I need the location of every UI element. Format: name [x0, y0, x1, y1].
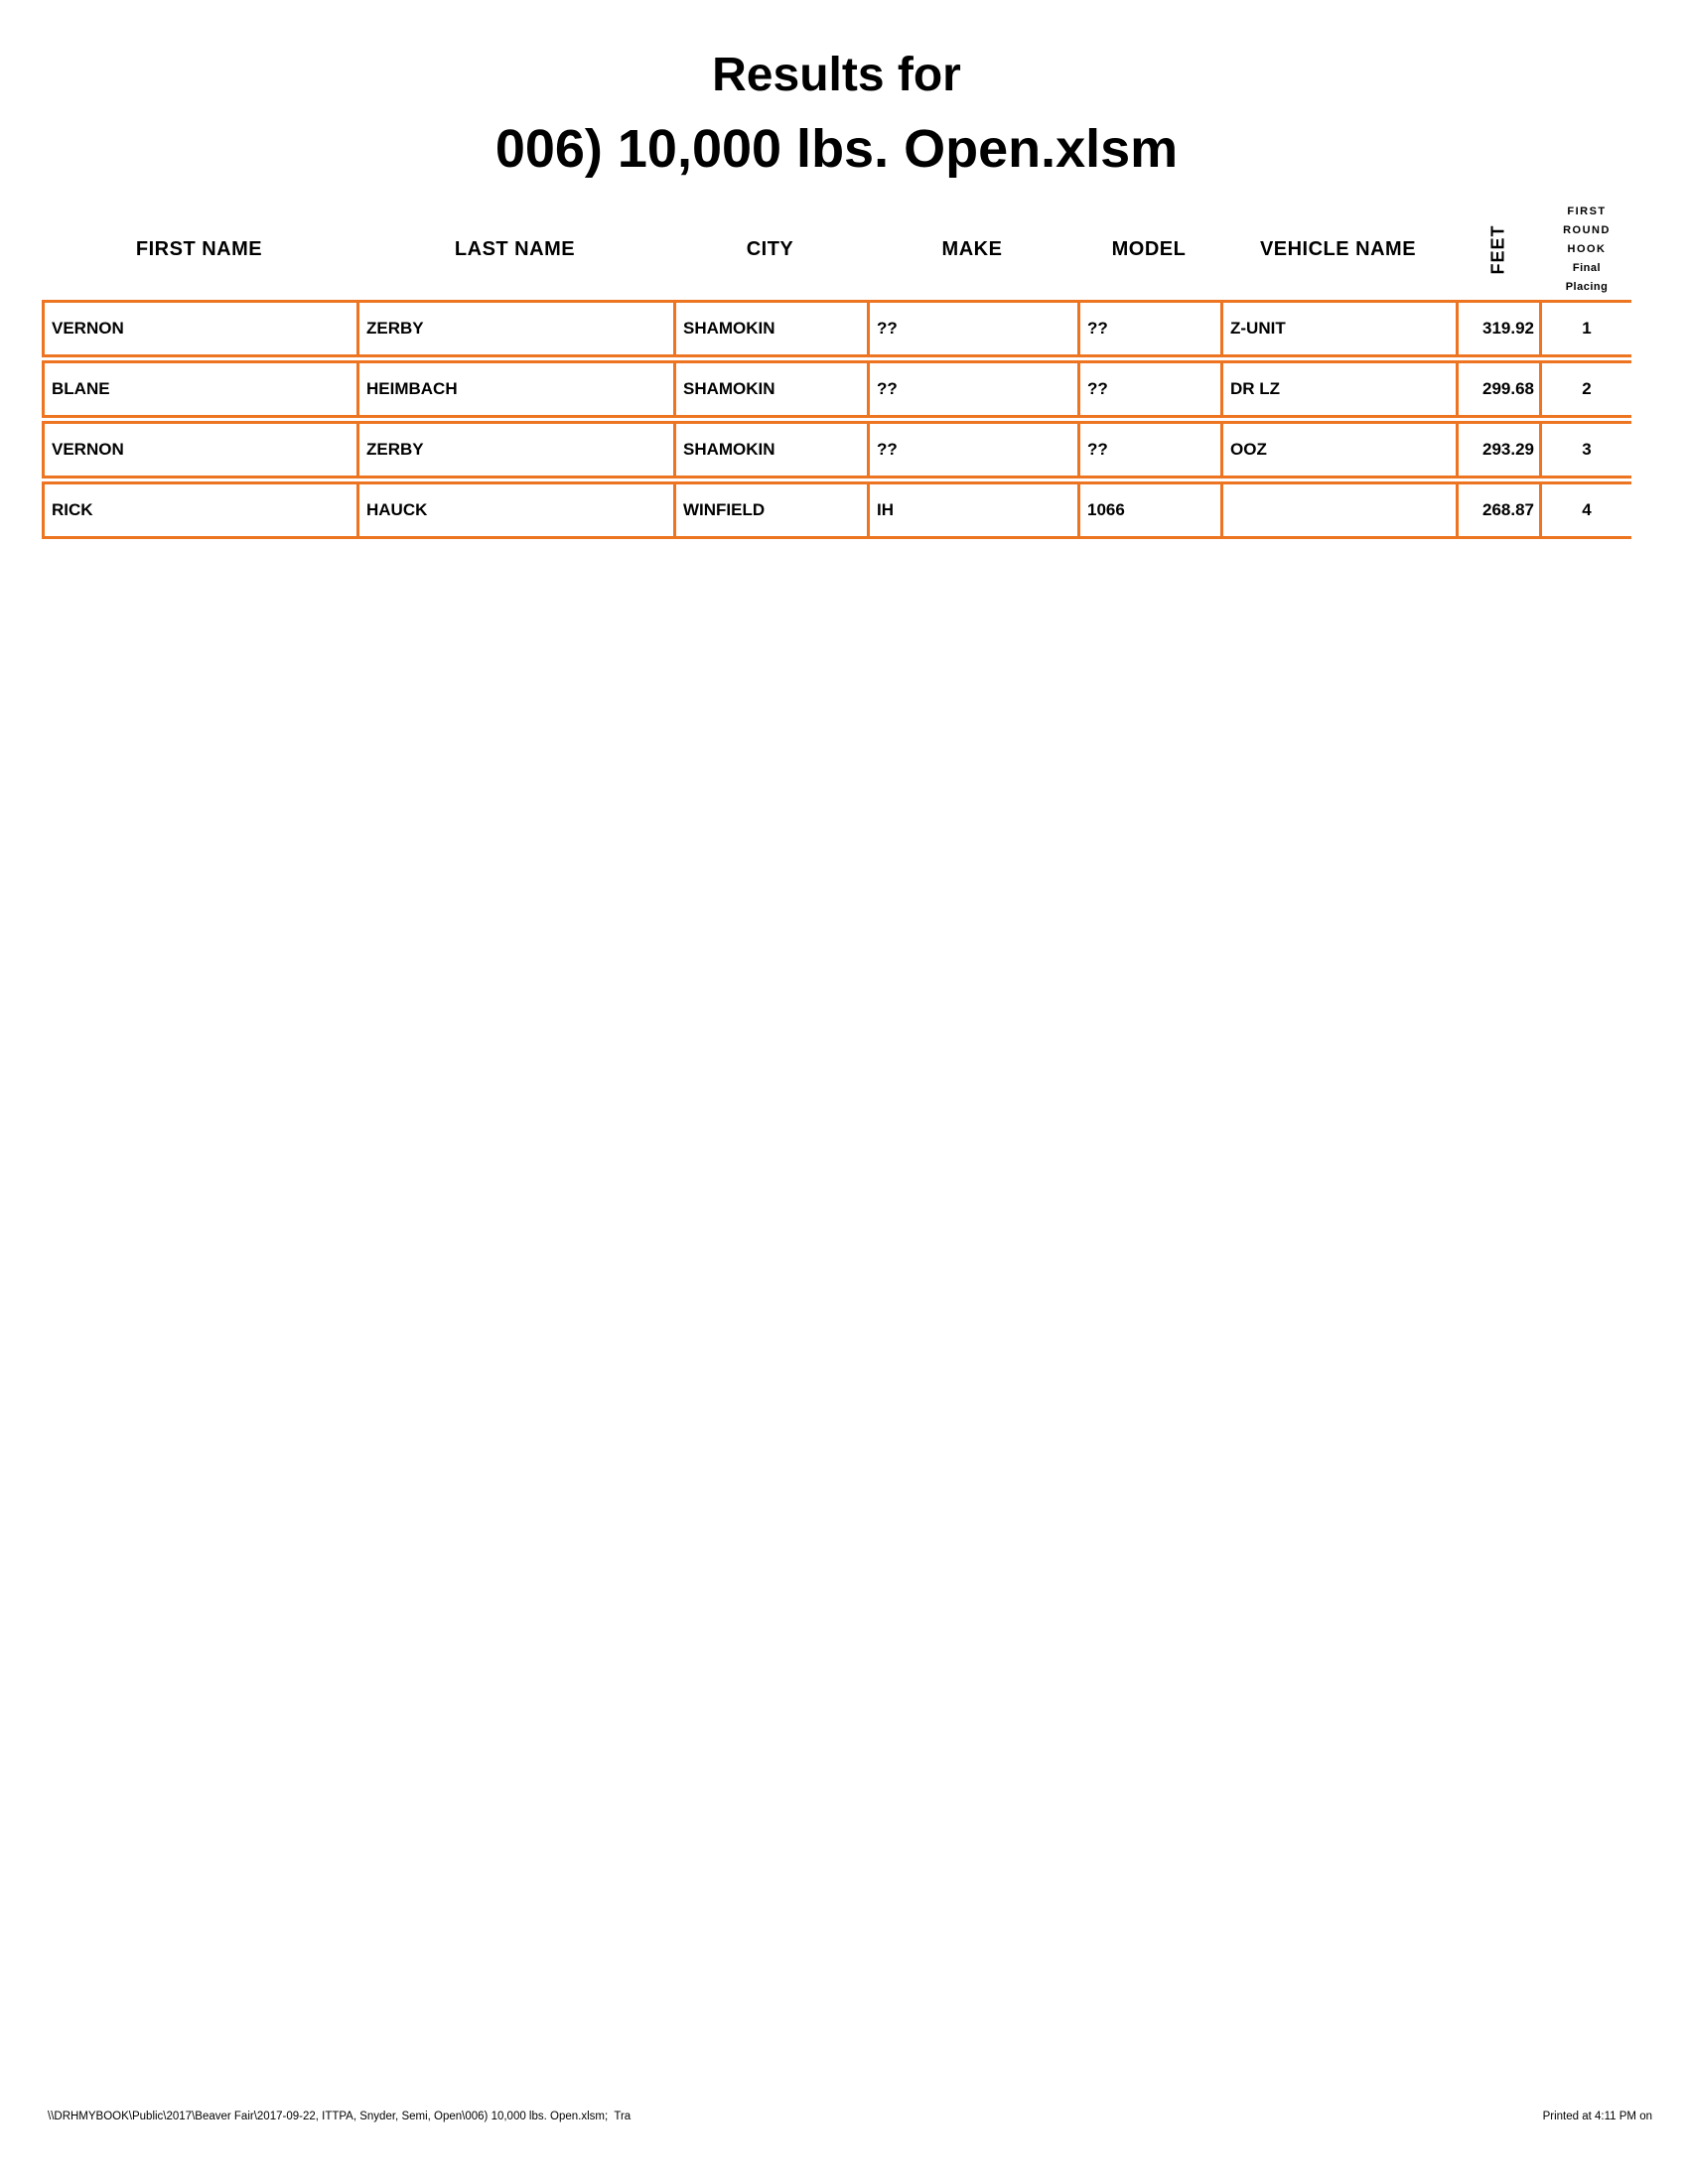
table-row	[42, 481, 1631, 539]
cell-final-placing: 1	[1542, 300, 1631, 357]
table-row-main	[42, 421, 1542, 478]
placing-header-line-final: Final	[1572, 262, 1602, 274]
column-header-model: MODEL	[1111, 237, 1187, 260]
column-header-make: MAKE	[941, 237, 1003, 260]
cell-model: ??	[1077, 363, 1220, 415]
footer-printed-timestamp: Printed at 4:11 PM on	[1542, 2111, 1652, 2122]
cell-city: SHAMOKIN	[673, 303, 867, 354]
column-header-first-name: FIRST NAME	[135, 237, 263, 260]
table-row	[42, 300, 1631, 357]
cell-city: SHAMOKIN	[673, 363, 867, 415]
results-table	[42, 300, 1631, 542]
cell-feet: 319.92	[1456, 303, 1539, 354]
column-header-city: CITY	[746, 237, 794, 260]
cell-model: 1066	[1077, 484, 1220, 536]
cell-final-placing: 3	[1542, 421, 1631, 478]
placing-header-line-round: ROUND	[1563, 224, 1611, 236]
table-row	[42, 421, 1631, 478]
column-header-final-placing	[1542, 199, 1631, 300]
footer-file-path: \\DRHMYBOOK\Public\2017\Beaver Fair\2017-09-22, ITTPA, Snyder, Semi, Open\006) 10,000 lbs. Open.xlsm; Tra	[48, 2111, 632, 2122]
report-title	[42, 48, 1631, 180]
cell-feet: 268.87	[1456, 484, 1539, 536]
placing-header-line-placing: Placing	[1565, 281, 1609, 293]
cell-city: WINFIELD	[673, 484, 867, 536]
table-row-main	[42, 360, 1542, 418]
table-row	[42, 360, 1631, 418]
column-header-feet-rotated-label: FEET	[1487, 223, 1508, 275]
cell-feet: 299.68	[1456, 363, 1539, 415]
cell-city: SHAMOKIN	[673, 424, 867, 476]
cell-make: ??	[867, 424, 1077, 476]
table-header-row	[42, 199, 1631, 300]
cell-make: IH	[867, 484, 1077, 536]
cell-first-name: RICK	[52, 500, 93, 519]
cell-final-placing: 4	[1542, 481, 1631, 539]
column-header-vehicle-name: VEHICLE NAME	[1259, 237, 1417, 260]
cell-last-name: HEIMBACH	[356, 363, 673, 415]
cell-feet: 293.29	[1456, 424, 1539, 476]
table-row-main	[42, 481, 1542, 539]
column-header-feet	[1456, 199, 1542, 300]
cell-last-name: HAUCK	[356, 484, 673, 536]
cell-make: ??	[867, 363, 1077, 415]
report-title-line2: 006) 10,000 lbs. Open.xlsm	[494, 119, 1179, 180]
placing-header-line-first: FIRST	[1567, 205, 1607, 217]
cell-vehicle-name: DR LZ	[1220, 363, 1456, 415]
report-title-line1: Results for	[712, 49, 961, 101]
placing-header-line-hook: HOOK	[1567, 243, 1607, 255]
cell-vehicle-name: OOZ	[1220, 424, 1456, 476]
cell-make: ??	[867, 303, 1077, 354]
column-header-last-name: LAST NAME	[454, 237, 576, 260]
cell-last-name: ZERBY	[356, 303, 673, 354]
cell-model: ??	[1077, 424, 1220, 476]
cell-final-placing: 2	[1542, 360, 1631, 418]
cell-vehicle-name	[1220, 484, 1456, 536]
cell-first-name: BLANE	[52, 379, 110, 398]
table-row-main	[42, 300, 1542, 357]
cell-first-name: VERNON	[52, 440, 124, 459]
cell-vehicle-name: Z-UNIT	[1220, 303, 1456, 354]
cell-first-name: VERNON	[52, 319, 124, 338]
cell-model: ??	[1077, 303, 1220, 354]
cell-last-name: ZERBY	[356, 424, 673, 476]
